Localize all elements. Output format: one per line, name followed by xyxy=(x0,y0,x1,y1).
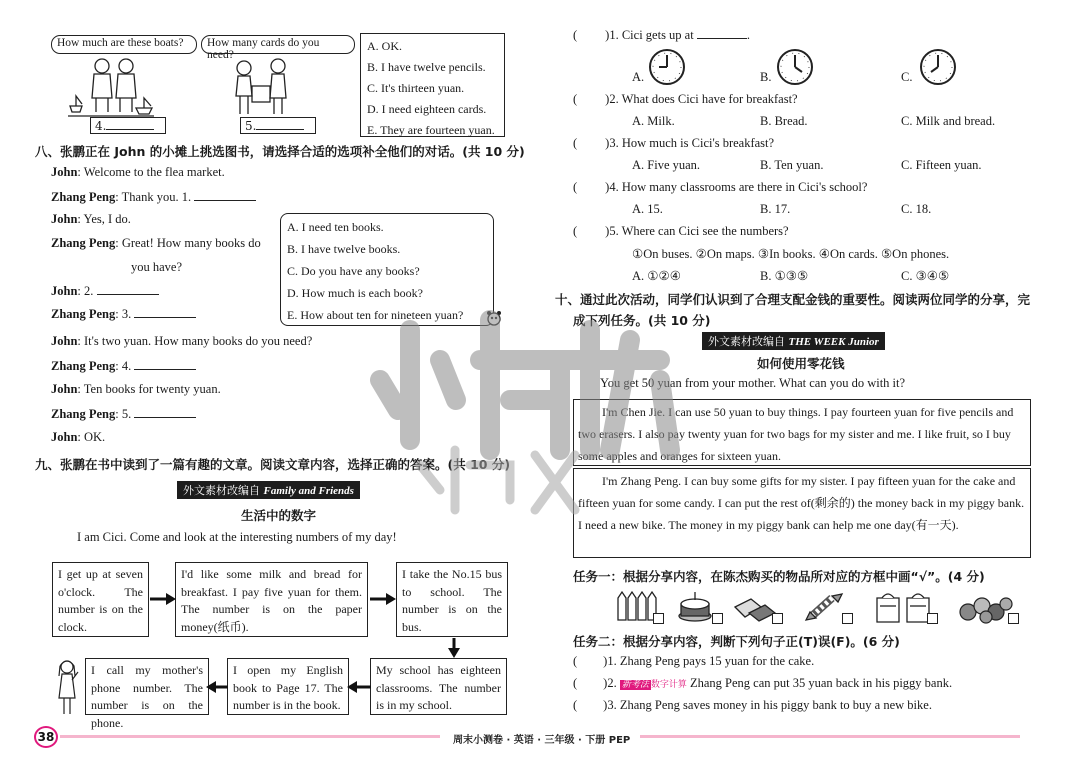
number-card-2: I'd like some milk and bread for breakfast. I pay five yuan for them. The number is on the paper money(纸币). xyxy=(175,562,368,637)
checkbox-candy[interactable] xyxy=(842,613,853,624)
bubble-boats: How much are these boats? xyxy=(51,35,197,54)
speaker: John xyxy=(51,382,78,396)
erasers-icon xyxy=(733,595,777,623)
checkbox-erasers[interactable] xyxy=(772,613,783,624)
dialogue-line-12 xyxy=(51,430,105,445)
source-name: THE WEEK Junior xyxy=(788,336,879,348)
q2-opt-b[interactable]: B. Bread. xyxy=(760,114,808,128)
q5-opt-c[interactable]: C. ③④⑤ xyxy=(901,269,950,283)
dialogue-line-11 xyxy=(51,406,196,422)
speaker: Zhang Peng xyxy=(51,359,116,373)
q2-row: ( )2. What does Cici have for breakfast? xyxy=(573,92,798,106)
chen-jie-share-text: I'm Chen Jie. I can use 50 yuan to buy things. I pay fourteen yuan for five pencils and two erasers. I also pay twenty yuan for two bags for my sister and me. I like fruit, so I buy some apples and oranges for sixteen yuan. xyxy=(578,405,1014,463)
source-tag-label: 外文素材改编自 xyxy=(183,484,260,497)
section-10-title-line2: 成下列任务。(共 10 分) xyxy=(573,313,711,328)
speaker: John xyxy=(51,165,78,179)
dialogue-line-10 xyxy=(51,382,221,397)
cake-icon xyxy=(675,590,717,624)
tf-text: Zhang Peng saves money in his piggy bank to buy a new bike. xyxy=(619,698,932,712)
top-options-box xyxy=(360,33,505,137)
speaker: John xyxy=(51,212,78,226)
q5-row: ( )5. Where can Cici see the numbers? xyxy=(573,224,789,238)
number-card-3: I take the No.15 bus to school. The number is on the bus. xyxy=(396,562,508,637)
tf-row-3: ( )3. Zhang Peng saves money in his piggy bank to buy a new bike. xyxy=(573,698,932,712)
zhang-peng-share-text: I'm Zhang Peng. I can buy some gifts for my sister. I pay fifteen yuan for the cake and fifteen yuan for some candy. I can put the rest of(剩余的) the money back in my piggy bank. I need a new bike. The money in my piggy bank can help me one day(有一天). xyxy=(578,474,1025,532)
answer-blank-4-label: 4. xyxy=(95,119,107,133)
q-text: How much is Cici's breakfast? xyxy=(621,136,775,150)
cici-girl-illustration xyxy=(54,658,82,718)
checkbox-pencils[interactable] xyxy=(653,613,664,624)
speaker: John xyxy=(51,334,78,348)
q5-places: ①On buses. ②On maps. ③In books. ④On cards. ⑤On phones. xyxy=(632,247,950,261)
q4-opt-a[interactable]: A. 15. xyxy=(632,202,663,216)
s8-option-c: C. Do you have any books? xyxy=(287,264,420,278)
s8-option-a: A. I need ten books. xyxy=(287,220,384,234)
dialogue-line-9 xyxy=(51,358,196,374)
arrow-down-icon xyxy=(448,638,460,658)
top-option-a: A. OK. xyxy=(367,39,402,53)
section-9-intro: I am Cici. Come and look at the interesting numbers of my day! xyxy=(77,530,397,544)
q1-opt-a[interactable]: A. xyxy=(632,70,645,84)
number-card-4: I call my mother's phone number. The number is on the phone. xyxy=(85,658,209,715)
section-8-title: 八、张鹏正在 John 的小摊上挑选图书，请选择合适的选项补全他们的对话。(共 10 分) xyxy=(35,144,525,159)
arrow-right-icon xyxy=(150,593,176,605)
dialogue-line-8 xyxy=(51,334,312,349)
line-text: : OK. xyxy=(77,430,106,444)
clock-icon xyxy=(776,48,814,86)
q-text: How many classrooms are there in Cici's school? xyxy=(621,180,868,194)
q4-opt-c[interactable]: C. 18. xyxy=(901,202,932,216)
bubble-cards: How many cards do you need? xyxy=(201,35,355,54)
dialogue-line-3 xyxy=(51,212,131,227)
tf-num: )1. xyxy=(603,654,617,668)
q1-blank[interactable] xyxy=(697,27,747,39)
section-9-heading: 生活中的数字 xyxy=(241,508,317,523)
dialogue-line-5 xyxy=(131,260,182,275)
clock-icon xyxy=(919,48,957,86)
arrow-right-icon xyxy=(370,593,396,605)
answer-blank-4[interactable] xyxy=(90,117,166,134)
checkbox-bags[interactable] xyxy=(927,613,938,624)
top-option-e: E. They are fourteen yuan. xyxy=(367,123,495,137)
q5-opt-a[interactable]: A. ①②④ xyxy=(632,269,681,283)
children-cards-illustration xyxy=(226,56,306,118)
q4-opt-b[interactable]: B. 17. xyxy=(760,202,791,216)
checkbox-cake[interactable] xyxy=(712,613,723,624)
number-card-1: I get up at seven o'clock. The number is on the clock. xyxy=(52,562,149,637)
source-name: Family and Friends xyxy=(263,485,354,497)
section-10-intro: You get 50 yuan from your mother. What can you do with it? xyxy=(600,376,906,390)
tf-text: Zhang Peng can put 35 yuan back in his piggy bank. xyxy=(690,676,953,690)
line-text: : 3. xyxy=(115,307,132,321)
q2-opt-a[interactable]: A. Milk. xyxy=(632,114,675,128)
blank-4[interactable] xyxy=(134,358,196,370)
arrow-left-icon xyxy=(206,681,228,693)
top-option-b: B. I have twelve pencils. xyxy=(367,60,486,74)
tf-text: Zhang Peng pays 15 yuan for the cake. xyxy=(619,654,815,668)
q1-opt-c[interactable]: C. xyxy=(901,70,913,84)
q4-row: ( )4. How many classrooms are there in Cici's school? xyxy=(573,180,868,194)
top-option-c: C. It's thirteen yuan. xyxy=(367,81,465,95)
q-text: What does Cici have for breakfast? xyxy=(621,92,798,106)
s8-option-d: D. How much is each book? xyxy=(287,286,423,300)
q3-opt-b[interactable]: B. Ten yuan. xyxy=(760,158,824,172)
answer-blank-5[interactable] xyxy=(240,117,316,134)
checkbox-fruit[interactable] xyxy=(1008,613,1019,624)
tf-num: )2. xyxy=(603,676,617,690)
q1-row: ( )1. Cici gets up at . xyxy=(573,28,750,42)
task-2-title: 任务二：根据分享内容，判断下列句子正(T)误(F)。(6 分) xyxy=(573,634,900,649)
speaker: Zhang Peng xyxy=(51,307,116,321)
blank-1[interactable] xyxy=(194,189,256,201)
q-num: )1. xyxy=(605,28,619,42)
dialogue-line-1 xyxy=(51,165,225,180)
watermark-stamp xyxy=(360,250,700,520)
q3-opt-c[interactable]: C. Fifteen yuan. xyxy=(901,158,982,172)
top-option-d: D. I need eighteen cards. xyxy=(367,102,487,116)
s8-option-b: B. I have twelve books. xyxy=(287,242,401,256)
line-text: : Great! How many books do xyxy=(115,236,261,250)
q1-opt-b[interactable]: B. xyxy=(760,70,772,84)
number-card-6: My school has eighteen classrooms. The number is in my school. xyxy=(370,658,507,715)
speaker: Zhang Peng xyxy=(51,407,116,421)
speaker: Zhang Peng xyxy=(51,236,116,250)
q-num: )2. xyxy=(605,92,619,106)
tf-row-2: ( )2. 新考法 数字计算 Zhang Peng can put 35 yuan back in his piggy bank. xyxy=(573,676,953,690)
line-text: : 2. xyxy=(77,284,94,298)
q2-opt-c[interactable]: C. Milk and bread. xyxy=(901,114,996,128)
arrow-left-icon xyxy=(347,681,371,693)
blank-5[interactable] xyxy=(134,406,196,418)
q-num: )3. xyxy=(605,136,619,150)
badge-note: 数字计算 xyxy=(650,680,687,690)
q-text: Where can Cici see the numbers? xyxy=(621,224,789,238)
line-text: : 5. xyxy=(115,407,132,421)
q-num: )5. xyxy=(605,224,619,238)
line-text: : Yes, I do. xyxy=(77,212,131,226)
line-text: : It's two yuan. How many books do you need? xyxy=(77,334,313,348)
q-text: Cici gets up at xyxy=(621,28,694,42)
children-boats-illustration xyxy=(66,56,156,118)
s8-option-e: E. How about ten for nineteen yuan? xyxy=(287,308,464,322)
bags-icon xyxy=(873,590,935,624)
new-test-badge: 新考法 xyxy=(621,680,649,690)
fruit-icon xyxy=(958,590,1014,624)
dialogue-line-7 xyxy=(51,306,196,322)
tf-num: )3. xyxy=(603,698,617,712)
source-tag-label: 外文素材改编自 xyxy=(708,335,785,348)
dialogue-line-4 xyxy=(51,236,261,251)
speaker: John xyxy=(51,284,78,298)
tf-row-1: ( )1. Zhang Peng pays 15 yuan for the cake. xyxy=(573,654,815,668)
task-1-title: 任务一：根据分享内容，在陈杰购买的物品所对应的方框中画“√”。(4 分) xyxy=(573,569,985,584)
dialogue-line-2 xyxy=(51,189,256,205)
section-10-heading: 如何使用零花钱 xyxy=(757,356,845,371)
clock-icon xyxy=(648,48,686,86)
candy-icon xyxy=(802,590,846,626)
line-text: : 4. xyxy=(115,359,132,373)
line-text: : Welcome to the flea market. xyxy=(77,165,225,179)
q3-opt-a[interactable]: A. Five yuan. xyxy=(632,158,701,172)
section-10-source-tag xyxy=(702,332,885,350)
line-text: you have? xyxy=(131,260,183,274)
section-10-title-line1: 十、通过此次活动，同学们认识到了合理支配金钱的重要性。阅读两位同学的分享，完 xyxy=(555,292,1031,307)
q-num: )4. xyxy=(605,180,619,194)
section-9-title: 九、张鹏在书中读到了一篇有趣的文章。阅读文章内容，选择正确的答案。(共 10 分) xyxy=(35,457,511,472)
blank-2[interactable] xyxy=(97,283,159,295)
blank-3[interactable] xyxy=(134,306,196,318)
q5-opt-b[interactable]: B. ①③⑤ xyxy=(760,269,809,283)
number-card-5: I open my English book to Page 17. The number is in the book. xyxy=(227,658,349,715)
line-text: : Thank you. 1. xyxy=(115,190,192,204)
line-text: : Ten books for twenty yuan. xyxy=(77,382,221,396)
speaker: Zhang Peng xyxy=(51,190,116,204)
speaker: John xyxy=(51,430,78,444)
dialogue-line-6 xyxy=(51,283,159,299)
footer-text: 周末小测卷 · 英语 · 三年级 · 下册 PEP xyxy=(453,735,631,746)
answer-blank-5-label: 5. xyxy=(245,119,257,133)
section-9-source-tag xyxy=(177,481,360,499)
page-number-badge: 38 xyxy=(34,726,58,748)
q3-row: ( )3. How much is Cici's breakfast? xyxy=(573,136,775,150)
